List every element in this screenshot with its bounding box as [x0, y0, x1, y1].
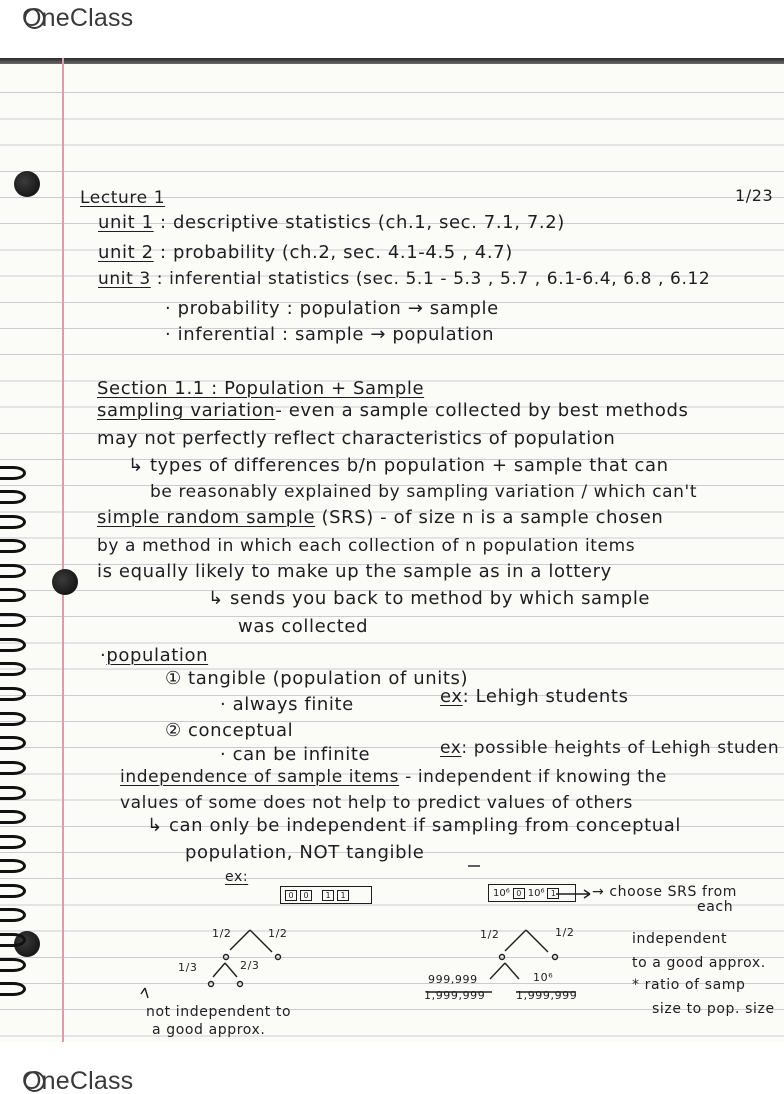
population-item: ② conceptual: [165, 720, 294, 741]
left-caption: not independent to: [146, 1004, 292, 1020]
example-label: ex:: [225, 869, 249, 885]
fraction-numerator: 10⁶: [533, 971, 554, 984]
fraction-denominator: 1,999,999: [516, 989, 578, 1002]
tree-probability-label: 1/2: [212, 927, 232, 940]
example-text: : possible heights of Lehigh studen: [461, 738, 780, 758]
srs-arrow-note: each: [697, 899, 734, 915]
definition-line: be reasonably explained by sampling variation / which can't: [150, 482, 698, 502]
unit-name: unit 2: [98, 242, 154, 263]
example-label-text: ex: [225, 869, 243, 885]
right-note: to a good approx.: [632, 955, 766, 971]
definition-line: population, NOT tangible: [185, 842, 425, 863]
unit-description: : inferential statistics (sec. 5.1 - 5.3 , 5.7 , 6.1-6.4, 6.8 , 6.12: [156, 269, 711, 289]
fraction-numerator: 999,999: [428, 973, 478, 986]
tree-probability-label: 1/2: [555, 926, 575, 939]
population-subitem: · always finite: [220, 694, 354, 715]
definition-text: - even a sample collected by best methods: [275, 400, 689, 421]
tree-probability-label: 1/2: [480, 928, 500, 941]
left-probability-tree: [141, 930, 281, 998]
lecture-title: Lecture 1: [80, 188, 166, 208]
unit-name: unit 3: [98, 269, 151, 289]
unit-name: unit 1: [98, 212, 154, 233]
term-simple-random-sample: simple random sample: [97, 507, 316, 528]
brand-name: OneClass: [22, 1067, 134, 1094]
right-note: * ratio of samp: [632, 977, 746, 993]
right-note: independent: [632, 931, 728, 947]
example-label: ex: [440, 686, 463, 707]
definition-line: may not perfectly reflect characteristics of population: [97, 428, 616, 449]
definition-line: ↳ types of differences b/n population + sample that can: [128, 455, 669, 476]
probability-trees: [0, 58, 784, 1042]
population-cell-icon: 0: [285, 890, 297, 901]
tree-probability-label: 2/3: [240, 959, 260, 972]
left-caption: a good approx.: [152, 1022, 266, 1038]
example-label: ex: [440, 738, 462, 758]
definition-text: (SRS) - of size n is a sample chosen: [321, 507, 664, 528]
population-cell-icon: 1: [322, 890, 334, 901]
population-cell-icon: 0: [300, 890, 312, 901]
tree-probability-label: 1/3: [178, 961, 198, 974]
definition-line: values of some does not help to predict values of others: [120, 793, 633, 813]
definition-line: was collected: [238, 616, 369, 637]
definition-line: ↳ sends you back to method by which sample: [208, 588, 651, 609]
definition-text: - independent if knowing the: [405, 767, 667, 787]
term-sampling-variation: sampling variation: [97, 400, 276, 421]
bullet-item: · inferential : sample → population: [165, 324, 495, 345]
fraction-denominator: 1,999,999: [424, 989, 486, 1002]
population-item: ① tangible (population of units): [165, 668, 469, 689]
brand-name: OneClass: [22, 4, 134, 32]
notebook-page: [0, 58, 784, 1042]
box-count-right: 10⁶: [527, 887, 545, 899]
lecture-date: 1/23: [735, 186, 774, 205]
population-heading: population: [106, 645, 209, 666]
oneclass-logo-bottom: [24, 1067, 133, 1094]
section-title: Section 1.1 : Population + Sample: [97, 378, 425, 399]
term-independence: independence of sample items: [120, 767, 400, 787]
population-subitem: · can be infinite: [220, 744, 371, 765]
definition-line: is equally likely to make up the sample as in a lottery: [97, 561, 612, 582]
bullet-dot: ·: [100, 645, 107, 666]
tree-probability-label: 1/2: [268, 927, 288, 940]
population-cell-icon: 1: [547, 888, 559, 899]
right-note: size to pop. size: [652, 1001, 775, 1017]
bullet-item: · probability : population → sample: [165, 298, 499, 319]
srs-arrow-note: → choose SRS from: [592, 884, 737, 900]
population-cell-icon: 0: [513, 888, 525, 899]
unit-description: : descriptive statistics (ch.1, sec. 7.1, 7.2): [159, 212, 565, 233]
definition-line: by a method in which each collection of n population items: [97, 536, 636, 556]
definition-line: ↳ can only be independent if sampling from conceptual: [147, 815, 681, 836]
population-cell-icon: 1: [337, 890, 349, 901]
unit-description: : probability (ch.2, sec. 4.1-4.5 , 4.7): [159, 242, 513, 263]
oneclass-logo-top: [24, 4, 133, 33]
box-count-left: 10⁶: [493, 887, 510, 899]
example-text: : Lehigh students: [462, 686, 629, 707]
